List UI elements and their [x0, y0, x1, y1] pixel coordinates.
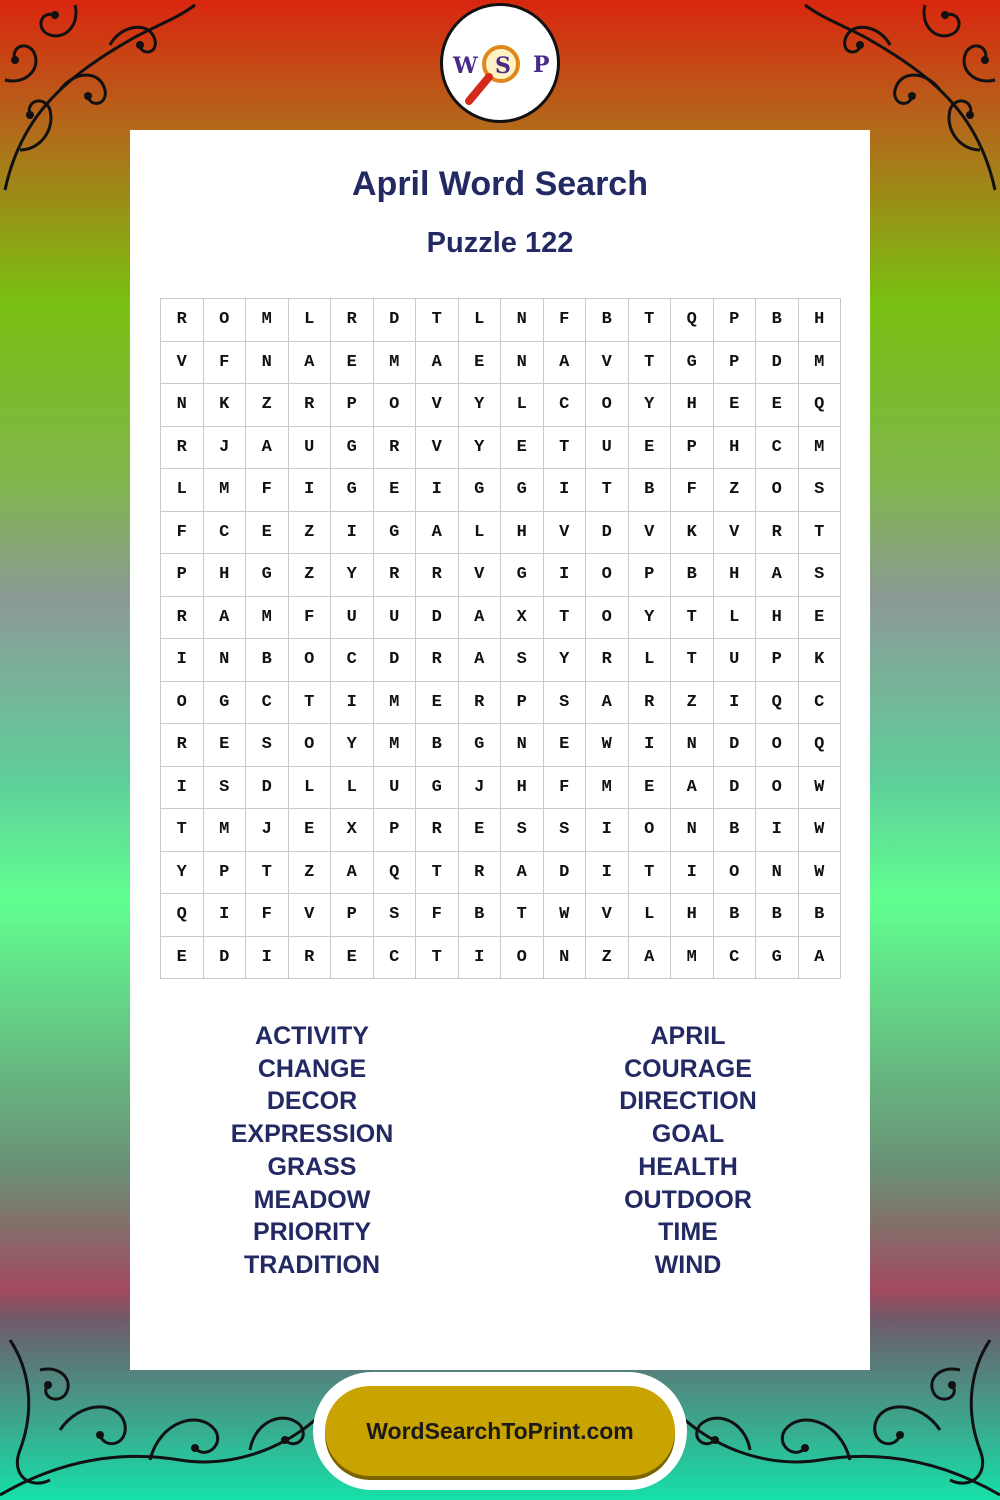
grid-cell[interactable]: R: [289, 384, 332, 427]
grid-cell[interactable]: R: [416, 639, 459, 682]
grid-cell[interactable]: J: [246, 809, 289, 852]
grid-cell[interactable]: S: [204, 767, 247, 810]
grid-cell[interactable]: A: [501, 852, 544, 895]
grid-cell[interactable]: C: [714, 937, 757, 980]
grid-cell[interactable]: Z: [246, 384, 289, 427]
grid-cell[interactable]: N: [501, 299, 544, 342]
grid-cell[interactable]: P: [756, 639, 799, 682]
grid-cell[interactable]: A: [629, 937, 672, 980]
grid-cell[interactable]: A: [756, 554, 799, 597]
grid-cell[interactable]: L: [629, 639, 672, 682]
grid-cell[interactable]: E: [289, 809, 332, 852]
word-list-item: EXPRESSION: [230, 1120, 394, 1149]
grid-cell[interactable]: B: [671, 554, 714, 597]
grid-cell[interactable]: R: [161, 597, 204, 640]
wsp-logo: [440, 3, 560, 123]
word-list-item: HEALTH: [638, 1152, 738, 1181]
grid-cell[interactable]: G: [331, 469, 374, 512]
grid-cell[interactable]: Q: [799, 724, 842, 767]
grid-cell[interactable]: M: [799, 342, 842, 385]
grid-cell[interactable]: Y: [331, 724, 374, 767]
grid-cell[interactable]: Z: [586, 937, 629, 980]
grid-cell[interactable]: V: [416, 427, 459, 470]
grid-cell[interactable]: I: [671, 852, 714, 895]
grid-cell[interactable]: F: [416, 894, 459, 937]
word-list-item: COURAGE: [624, 1054, 752, 1083]
grid-cell[interactable]: U: [374, 597, 417, 640]
grid-cell[interactable]: O: [586, 597, 629, 640]
grid-cell[interactable]: H: [671, 894, 714, 937]
grid-cell[interactable]: D: [756, 342, 799, 385]
grid-cell[interactable]: R: [416, 809, 459, 852]
grid-cell[interactable]: R: [374, 427, 417, 470]
word-list-item: PRIORITY: [252, 1218, 372, 1247]
grid-cell[interactable]: E: [501, 427, 544, 470]
grid-cell[interactable]: T: [586, 469, 629, 512]
grid-cell[interactable]: T: [629, 342, 672, 385]
grid-cell[interactable]: A: [459, 597, 502, 640]
grid-cell[interactable]: U: [374, 767, 417, 810]
grid-cell[interactable]: H: [714, 427, 757, 470]
grid-cell[interactable]: V: [629, 512, 672, 555]
grid-cell[interactable]: D: [246, 767, 289, 810]
grid-cell[interactable]: C: [799, 682, 842, 725]
grid-cell[interactable]: E: [799, 597, 842, 640]
grid-cell[interactable]: U: [289, 427, 332, 470]
word-list-item: TRADITION: [243, 1250, 381, 1279]
grid-cell[interactable]: N: [246, 342, 289, 385]
grid-cell[interactable]: Y: [544, 639, 587, 682]
grid-cell[interactable]: L: [714, 597, 757, 640]
grid-cell[interactable]: I: [459, 937, 502, 980]
grid-cell[interactable]: G: [331, 427, 374, 470]
grid-cell[interactable]: G: [416, 767, 459, 810]
grid-cell[interactable]: G: [671, 342, 714, 385]
grid-cell[interactable]: J: [204, 427, 247, 470]
grid-cell[interactable]: A: [246, 427, 289, 470]
grid-cell[interactable]: C: [204, 512, 247, 555]
grid-cell[interactable]: I: [756, 809, 799, 852]
grid-cell[interactable]: R: [586, 639, 629, 682]
grid-cell[interactable]: T: [671, 639, 714, 682]
logo-letter-s: S: [495, 53, 511, 79]
grid-cell[interactable]: A: [331, 852, 374, 895]
grid-cell[interactable]: Q: [799, 384, 842, 427]
grid-cell[interactable]: F: [671, 469, 714, 512]
grid-cell[interactable]: M: [204, 469, 247, 512]
grid-cell[interactable]: R: [161, 299, 204, 342]
word-list-item: ACTIVITY: [255, 1022, 369, 1050]
grid-cell[interactable]: Y: [459, 384, 502, 427]
grid-cell[interactable]: V: [289, 894, 332, 937]
grid-cell[interactable]: E: [544, 724, 587, 767]
grid-cell[interactable]: T: [629, 852, 672, 895]
grid-cell[interactable]: A: [459, 639, 502, 682]
grid-cell[interactable]: R: [459, 682, 502, 725]
grid-cell[interactable]: E: [246, 512, 289, 555]
grid-cell[interactable]: L: [501, 384, 544, 427]
word-list-item: TIME: [658, 1218, 718, 1247]
grid-cell[interactable]: W: [799, 852, 842, 895]
grid-cell[interactable]: I: [289, 469, 332, 512]
grid-cell[interactable]: F: [544, 299, 587, 342]
grid-cell[interactable]: R: [289, 937, 332, 980]
word-list-item: GOAL: [651, 1120, 725, 1149]
grid-cell[interactable]: B: [756, 894, 799, 937]
grid-cell[interactable]: M: [374, 724, 417, 767]
grid-cell[interactable]: W: [799, 809, 842, 852]
word-list-left: [162, 1020, 462, 1282]
grid-cell[interactable]: O: [756, 724, 799, 767]
grid-cell[interactable]: H: [799, 299, 842, 342]
grid-cell[interactable]: G: [501, 554, 544, 597]
grid-cell[interactable]: U: [714, 639, 757, 682]
grid-cell[interactable]: O: [374, 384, 417, 427]
grid-cell[interactable]: C: [544, 384, 587, 427]
grid-cell[interactable]: T: [799, 512, 842, 555]
grid-cell[interactable]: N: [204, 639, 247, 682]
grid-cell[interactable]: C: [246, 682, 289, 725]
grid-cell[interactable]: R: [161, 427, 204, 470]
grid-cell[interactable]: L: [459, 512, 502, 555]
grid-cell[interactable]: T: [289, 682, 332, 725]
grid-cell[interactable]: B: [714, 894, 757, 937]
grid-cell[interactable]: H: [671, 384, 714, 427]
grid-cell[interactable]: Z: [289, 512, 332, 555]
grid-cell[interactable]: F: [204, 342, 247, 385]
grid-cell[interactable]: O: [714, 852, 757, 895]
grid-cell[interactable]: R: [629, 682, 672, 725]
letter-grid: [160, 298, 841, 979]
grid-cell[interactable]: D: [416, 597, 459, 640]
grid-cell[interactable]: E: [416, 682, 459, 725]
grid-cell[interactable]: E: [629, 767, 672, 810]
grid-cell[interactable]: I: [246, 937, 289, 980]
grid-cell[interactable]: M: [246, 299, 289, 342]
grid-cell[interactable]: E: [459, 342, 502, 385]
grid-cell[interactable]: B: [246, 639, 289, 682]
grid-cell[interactable]: E: [204, 724, 247, 767]
grid-cell[interactable]: Z: [289, 852, 332, 895]
grid-cell[interactable]: M: [204, 809, 247, 852]
grid-cell[interactable]: E: [374, 469, 417, 512]
grid-cell[interactable]: O: [586, 384, 629, 427]
word-list-item: GRASS: [267, 1152, 357, 1181]
grid-cell[interactable]: I: [586, 809, 629, 852]
grid-cell[interactable]: S: [501, 809, 544, 852]
grid-cell[interactable]: A: [416, 342, 459, 385]
grid-cell[interactable]: O: [501, 937, 544, 980]
grid-cell[interactable]: B: [799, 894, 842, 937]
logo-letter-p: P: [533, 52, 550, 78]
grid-cell[interactable]: P: [374, 809, 417, 852]
grid-cell[interactable]: O: [629, 809, 672, 852]
grid-cell[interactable]: H: [756, 597, 799, 640]
grid-cell[interactable]: E: [714, 384, 757, 427]
grid-cell[interactable]: V: [714, 512, 757, 555]
grid-cell[interactable]: P: [331, 384, 374, 427]
grid-cell[interactable]: P: [501, 682, 544, 725]
grid-cell[interactable]: P: [331, 894, 374, 937]
grid-cell[interactable]: V: [586, 894, 629, 937]
grid-cell[interactable]: D: [714, 724, 757, 767]
grid-cell[interactable]: T: [161, 809, 204, 852]
word-list-item: DIRECTION: [619, 1087, 757, 1116]
grid-cell[interactable]: S: [501, 639, 544, 682]
grid-cell[interactable]: P: [671, 427, 714, 470]
grid-cell[interactable]: H: [714, 554, 757, 597]
grid-cell[interactable]: W: [586, 724, 629, 767]
grid-cell[interactable]: W: [544, 894, 587, 937]
grid-cell[interactable]: Q: [374, 852, 417, 895]
grid-cell[interactable]: N: [161, 384, 204, 427]
grid-cell[interactable]: B: [629, 469, 672, 512]
grid-cell[interactable]: I: [629, 724, 672, 767]
grid-cell[interactable]: N: [544, 937, 587, 980]
grid-cell[interactable]: H: [501, 767, 544, 810]
word-list-item: WIND: [654, 1250, 722, 1279]
grid-cell[interactable]: G: [204, 682, 247, 725]
grid-cell[interactable]: A: [671, 767, 714, 810]
grid-cell[interactable]: I: [544, 469, 587, 512]
word-list-item: OUTDOOR: [624, 1185, 752, 1214]
grid-cell[interactable]: T: [544, 597, 587, 640]
logo-letter-w: W: [453, 53, 478, 79]
grid-cell[interactable]: Y: [629, 384, 672, 427]
grid-cell[interactable]: E: [459, 809, 502, 852]
grid-cell[interactable]: X: [501, 597, 544, 640]
grid-cell[interactable]: N: [756, 852, 799, 895]
grid-cell[interactable]: F: [246, 894, 289, 937]
grid-cell[interactable]: I: [161, 767, 204, 810]
grid-cell[interactable]: M: [374, 342, 417, 385]
grid-cell[interactable]: D: [374, 299, 417, 342]
grid-cell[interactable]: S: [374, 894, 417, 937]
grid-cell[interactable]: Q: [756, 682, 799, 725]
page-title: April Word Search: [352, 165, 648, 203]
grid-cell[interactable]: F: [289, 597, 332, 640]
grid-cell[interactable]: A: [586, 682, 629, 725]
word-list-item: DECOR: [266, 1087, 358, 1116]
grid-cell[interactable]: B: [714, 809, 757, 852]
grid-cell[interactable]: S: [799, 554, 842, 597]
grid-cell[interactable]: P: [629, 554, 672, 597]
grid-cell[interactable]: T: [246, 852, 289, 895]
grid-cell[interactable]: L: [629, 894, 672, 937]
grid-cell[interactable]: F: [161, 512, 204, 555]
puzzle-number: Puzzle 122: [426, 227, 574, 259]
grid-cell[interactable]: I: [204, 894, 247, 937]
grid-cell[interactable]: V: [459, 554, 502, 597]
grid-cell[interactable]: T: [544, 427, 587, 470]
grid-cell[interactable]: O: [204, 299, 247, 342]
grid-cell[interactable]: T: [671, 597, 714, 640]
grid-cell[interactable]: B: [459, 894, 502, 937]
grid-cell[interactable]: H: [501, 512, 544, 555]
grid-cell[interactable]: I: [331, 682, 374, 725]
grid-cell[interactable]: P: [161, 554, 204, 597]
site-link-button[interactable]: WordSearchToPrint.com: [325, 1386, 675, 1476]
grid-cell[interactable]: D: [374, 639, 417, 682]
grid-cell[interactable]: O: [289, 639, 332, 682]
grid-cell[interactable]: G: [459, 469, 502, 512]
grid-cell[interactable]: Z: [289, 554, 332, 597]
grid-cell[interactable]: L: [331, 767, 374, 810]
grid-cell[interactable]: A: [799, 937, 842, 980]
grid-cell[interactable]: R: [416, 554, 459, 597]
grid-cell[interactable]: U: [586, 427, 629, 470]
grid-cell[interactable]: G: [501, 469, 544, 512]
grid-cell[interactable]: N: [501, 724, 544, 767]
grid-cell[interactable]: I: [161, 639, 204, 682]
grid-cell[interactable]: O: [161, 682, 204, 725]
grid-cell[interactable]: E: [331, 342, 374, 385]
grid-cell[interactable]: S: [246, 724, 289, 767]
grid-cell[interactable]: S: [544, 809, 587, 852]
grid-cell[interactable]: E: [756, 384, 799, 427]
grid-cell[interactable]: X: [331, 809, 374, 852]
grid-cell[interactable]: M: [799, 427, 842, 470]
grid-cell[interactable]: T: [501, 894, 544, 937]
grid-cell[interactable]: T: [416, 852, 459, 895]
grid-cell[interactable]: W: [799, 767, 842, 810]
grid-cell[interactable]: P: [714, 342, 757, 385]
grid-cell[interactable]: T: [416, 299, 459, 342]
grid-cell[interactable]: F: [246, 469, 289, 512]
grid-cell[interactable]: P: [714, 299, 757, 342]
grid-cell[interactable]: R: [459, 852, 502, 895]
grid-cell[interactable]: M: [374, 682, 417, 725]
grid-cell[interactable]: G: [459, 724, 502, 767]
grid-cell[interactable]: A: [416, 512, 459, 555]
grid-cell[interactable]: D: [714, 767, 757, 810]
grid-cell[interactable]: I: [416, 469, 459, 512]
grid-cell[interactable]: Q: [161, 894, 204, 937]
site-button-frame: [313, 1372, 687, 1490]
grid-cell[interactable]: G: [756, 937, 799, 980]
grid-cell[interactable]: G: [246, 554, 289, 597]
grid-cell[interactable]: Z: [671, 682, 714, 725]
grid-cell[interactable]: L: [459, 299, 502, 342]
grid-cell[interactable]: Y: [629, 597, 672, 640]
grid-cell[interactable]: A: [289, 342, 332, 385]
grid-cell[interactable]: B: [416, 724, 459, 767]
grid-cell[interactable]: C: [756, 427, 799, 470]
grid-cell[interactable]: S: [544, 682, 587, 725]
grid-cell[interactable]: O: [756, 767, 799, 810]
grid-cell[interactable]: D: [586, 512, 629, 555]
grid-cell[interactable]: O: [586, 554, 629, 597]
grid-cell[interactable]: U: [331, 597, 374, 640]
grid-cell[interactable]: F: [544, 767, 587, 810]
word-list-right: [538, 1020, 838, 1282]
grid-cell[interactable]: I: [714, 682, 757, 725]
grid-cell[interactable]: V: [416, 384, 459, 427]
word-list-item: MEADOW: [253, 1185, 371, 1214]
word-list-item: APRIL: [650, 1022, 726, 1050]
grid-cell[interactable]: J: [459, 767, 502, 810]
grid-cell[interactable]: Y: [161, 852, 204, 895]
grid-cell[interactable]: N: [671, 809, 714, 852]
grid-cell[interactable]: M: [246, 597, 289, 640]
grid-cell[interactable]: H: [204, 554, 247, 597]
puzzle-card: [130, 130, 870, 1370]
grid-cell[interactable]: L: [289, 299, 332, 342]
grid-cell[interactable]: L: [161, 469, 204, 512]
grid-cell[interactable]: E: [629, 427, 672, 470]
grid-cell[interactable]: M: [671, 937, 714, 980]
grid-cell[interactable]: C: [331, 639, 374, 682]
grid-cell[interactable]: S: [799, 469, 842, 512]
grid-cell[interactable]: B: [586, 299, 629, 342]
grid-cell[interactable]: C: [374, 937, 417, 980]
grid-cell[interactable]: G: [374, 512, 417, 555]
grid-cell[interactable]: A: [204, 597, 247, 640]
grid-cell[interactable]: L: [289, 767, 332, 810]
word-list-item: CHANGE: [257, 1054, 367, 1083]
grid-cell[interactable]: R: [756, 512, 799, 555]
grid-cell[interactable]: R: [331, 299, 374, 342]
grid-cell[interactable]: Q: [671, 299, 714, 342]
grid-cell[interactable]: N: [501, 342, 544, 385]
grid-cell[interactable]: E: [331, 937, 374, 980]
grid-cell[interactable]: O: [756, 469, 799, 512]
grid-cell[interactable]: D: [544, 852, 587, 895]
grid-cell[interactable]: A: [544, 342, 587, 385]
grid-cell[interactable]: T: [416, 937, 459, 980]
grid-cell[interactable]: Y: [459, 427, 502, 470]
grid-cell[interactable]: R: [374, 554, 417, 597]
grid-cell[interactable]: V: [586, 342, 629, 385]
grid-cell[interactable]: I: [331, 512, 374, 555]
grid-cell[interactable]: R: [161, 724, 204, 767]
grid-cell[interactable]: V: [161, 342, 204, 385]
grid-cell[interactable]: K: [799, 639, 842, 682]
grid-cell[interactable]: P: [204, 852, 247, 895]
grid-cell[interactable]: M: [586, 767, 629, 810]
grid-cell[interactable]: B: [756, 299, 799, 342]
grid-cell[interactable]: Z: [714, 469, 757, 512]
grid-cell[interactable]: V: [544, 512, 587, 555]
grid-cell[interactable]: T: [629, 299, 672, 342]
grid-cell[interactable]: O: [289, 724, 332, 767]
grid-cell[interactable]: I: [544, 554, 587, 597]
grid-cell[interactable]: D: [204, 937, 247, 980]
grid-cell[interactable]: K: [204, 384, 247, 427]
grid-cell[interactable]: E: [161, 937, 204, 980]
grid-cell[interactable]: I: [586, 852, 629, 895]
grid-cell[interactable]: Y: [331, 554, 374, 597]
grid-cell[interactable]: N: [671, 724, 714, 767]
grid-cell[interactable]: K: [671, 512, 714, 555]
